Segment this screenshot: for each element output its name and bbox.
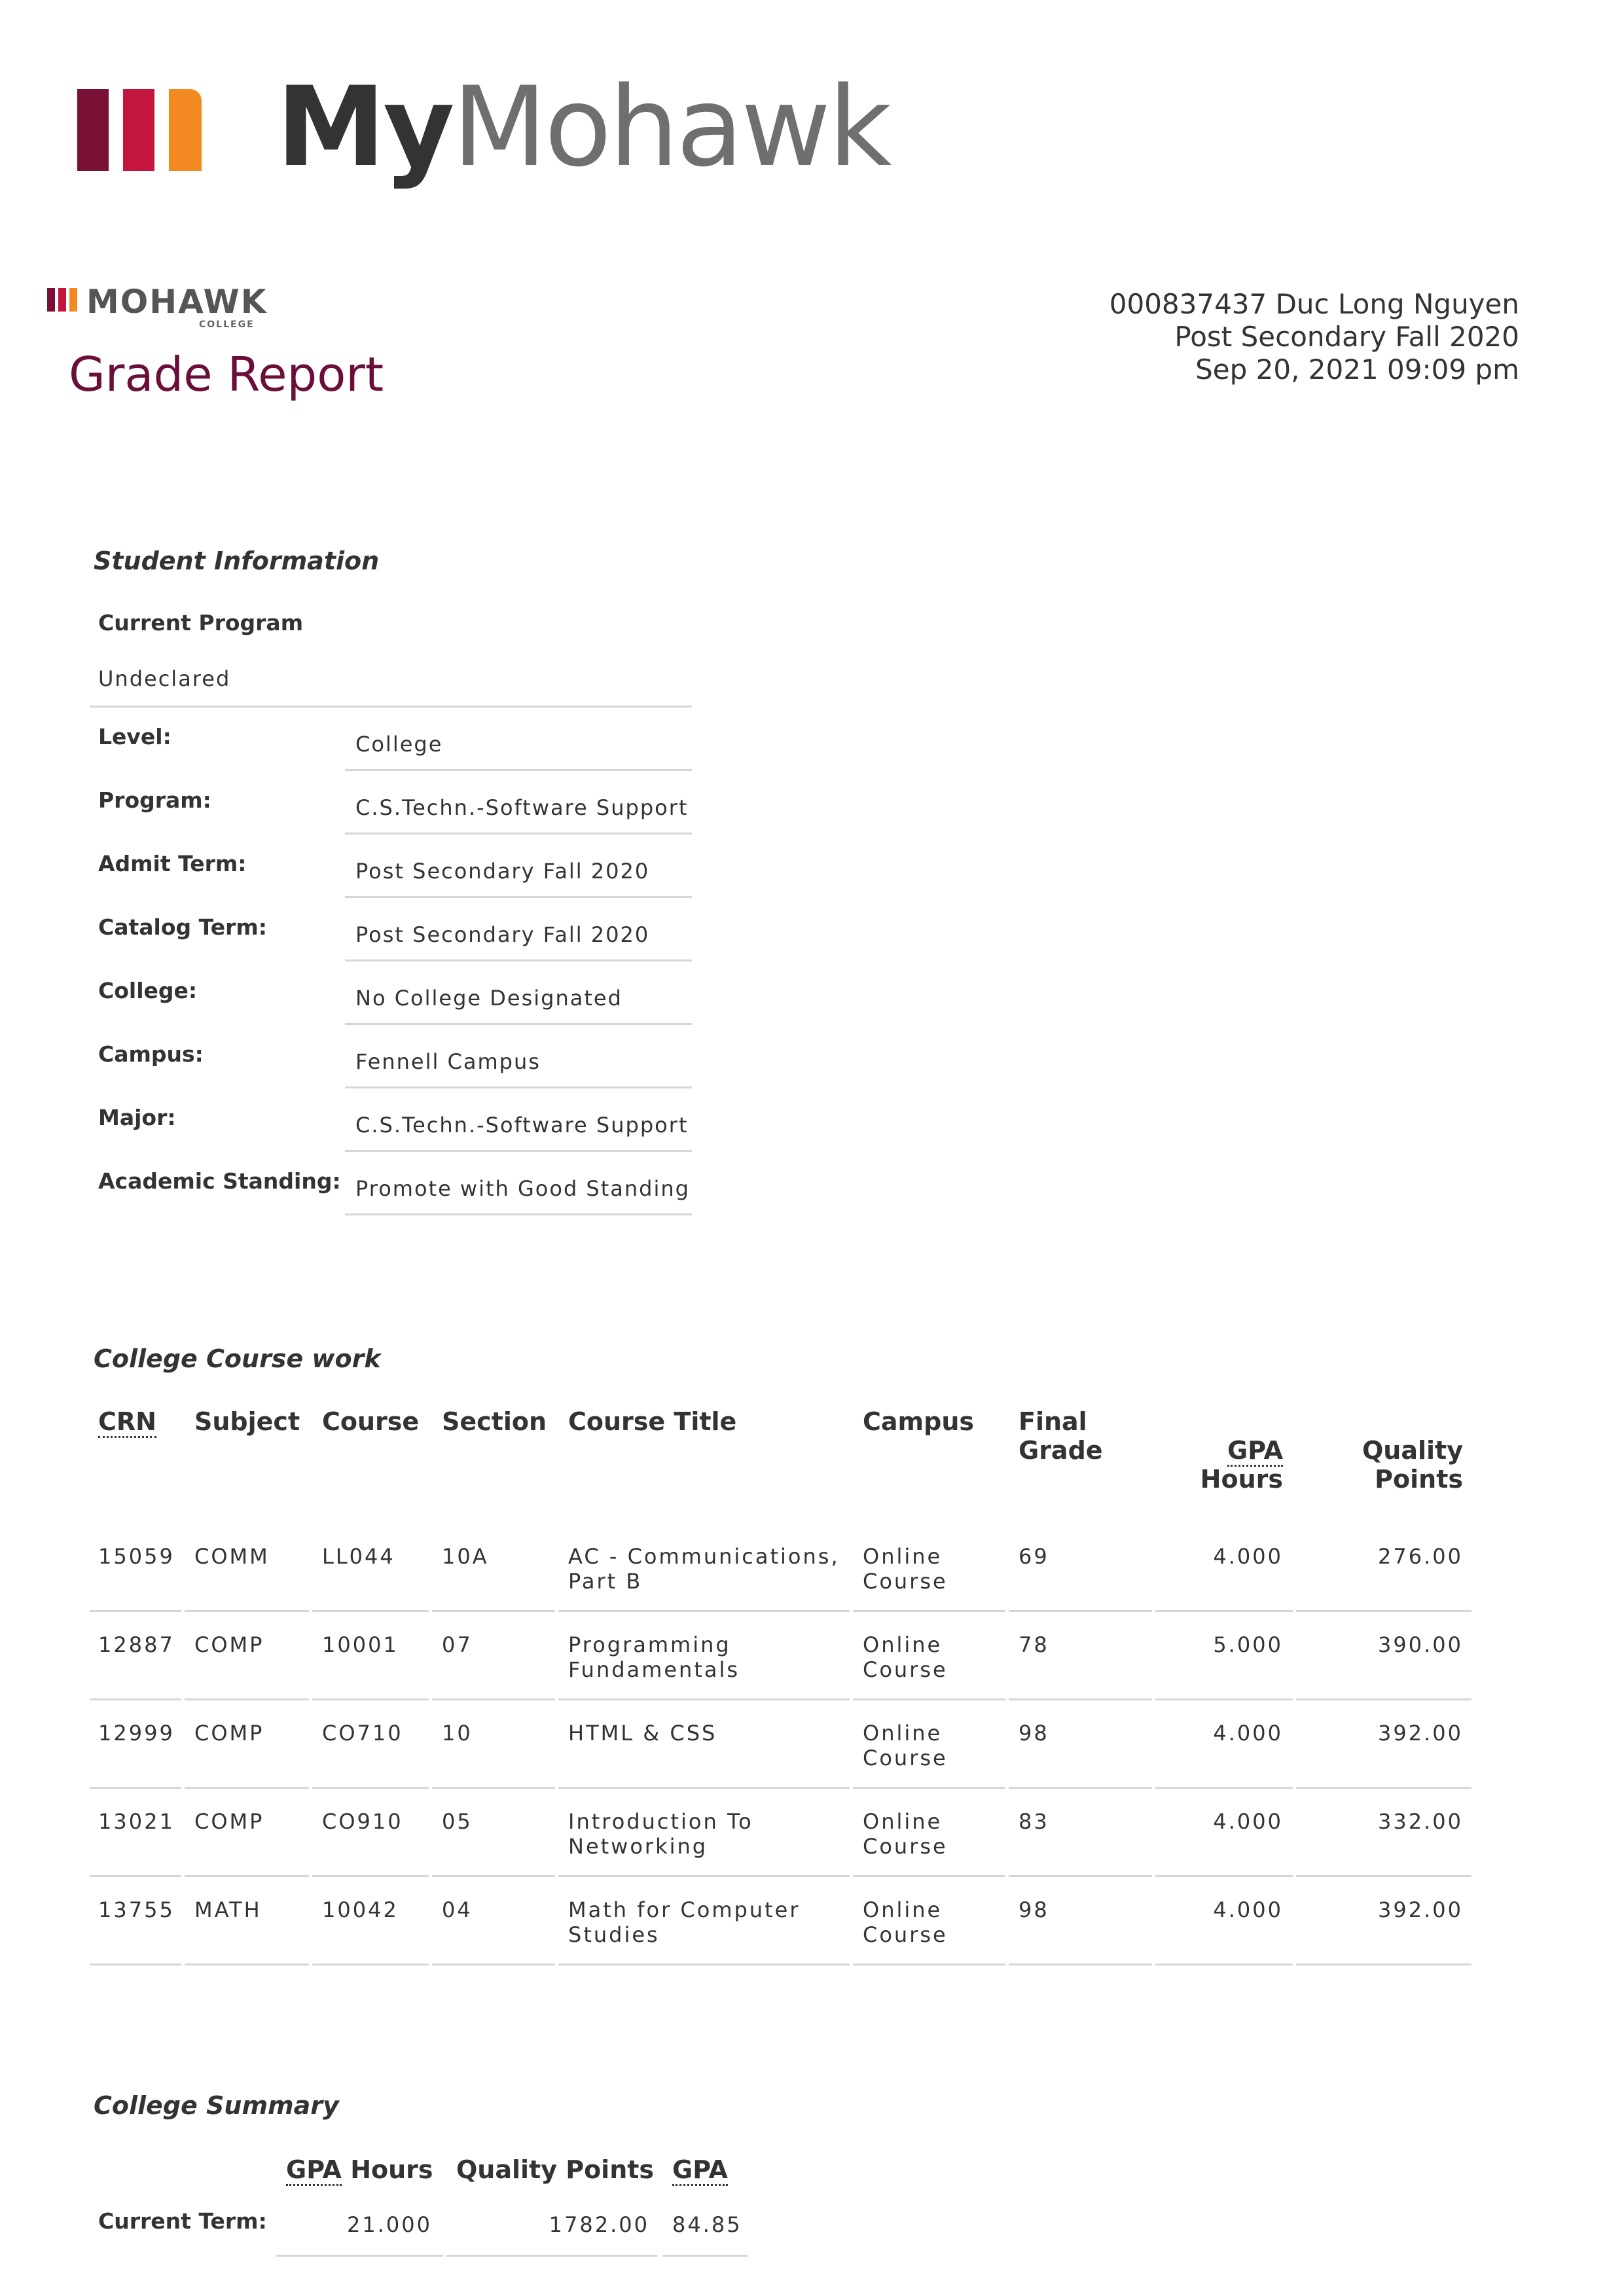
- cell-subject: MATH: [194, 1897, 262, 1922]
- cell-subject: COMM: [194, 1544, 270, 1569]
- final-grade-line1: Final: [1019, 1407, 1087, 1436]
- cell-course: 10042: [322, 1897, 399, 1922]
- cell-campus: Online Course: [863, 1632, 948, 1682]
- info-value-admit-term: Post Secondary Fall 2020: [355, 859, 650, 884]
- college-logo-wordmark: MOHAWK: [86, 283, 268, 321]
- info-label-admit-term: Admit Term:: [98, 851, 247, 876]
- cell-crn: 15059: [98, 1544, 175, 1569]
- cell-crn: 13021: [98, 1809, 175, 1834]
- col-header-quality-points: [1309, 1436, 1463, 1494]
- cell-course-title: Math for Computer Studies: [568, 1897, 801, 1947]
- cell-course: 10001: [322, 1632, 399, 1657]
- divider: [345, 769, 692, 771]
- section-title-coursework: College Course work: [94, 1344, 381, 1373]
- cell-course: CO710: [322, 1721, 403, 1746]
- page-title: Grade Report: [69, 347, 384, 402]
- cell-crn: 12887: [98, 1632, 175, 1657]
- hours-label: Hours: [350, 2155, 433, 2184]
- summary-header-gpa-hours: [286, 2155, 433, 2184]
- student-id-name: 000837437 Duc Long Nguyen: [1109, 288, 1519, 320]
- info-value-program: C.S.Techn.-Software Support: [355, 795, 689, 820]
- cell-final-grade: 83: [1019, 1809, 1049, 1834]
- cell-final-grade: 98: [1019, 1721, 1049, 1746]
- gpa-hours-line2: Hours: [1200, 1465, 1283, 1494]
- gpa-abbr: GPA: [286, 2155, 342, 2186]
- cell-quality-points: 392.00: [1378, 1721, 1463, 1746]
- generated-timestamp: Sep 20, 2021 09:09 pm: [1195, 353, 1519, 386]
- cell-quality-points: 332.00: [1378, 1809, 1463, 1834]
- info-value-campus: Fennell Campus: [355, 1049, 541, 1074]
- cell-campus: Online Course: [863, 1544, 948, 1594]
- info-value-college: No College Designated: [355, 986, 623, 1011]
- cell-course-title: HTML & CSS: [568, 1721, 717, 1746]
- cell-final-grade: 69: [1019, 1544, 1049, 1569]
- divider: [345, 1023, 692, 1025]
- col-header-course-title: Course Title: [568, 1407, 737, 1436]
- cell-campus: Online Course: [863, 1809, 948, 1859]
- logo-mohawk-text: Mohawk: [452, 63, 890, 191]
- cell-subject: COMP: [194, 1632, 264, 1657]
- divider: [345, 1213, 692, 1215]
- divider: [345, 960, 692, 961]
- report-header-info: [1110, 288, 1519, 386]
- mymohawk-logo-mark: [77, 89, 202, 171]
- cell-quality-points: 392.00: [1378, 1897, 1463, 1922]
- summary-header-gpa: [672, 2155, 728, 2184]
- info-label-catalog-term: Catalog Term:: [98, 914, 267, 940]
- info-label-program: Program:: [98, 787, 211, 813]
- section-title-summary: College Summary: [94, 2091, 339, 2120]
- crn-abbr: CRN: [98, 1407, 156, 1438]
- cell-subject: COMP: [194, 1809, 264, 1834]
- summary-row-label: Current Term:: [98, 2208, 267, 2234]
- summary-gpa: 84.85: [672, 2212, 742, 2237]
- cell-gpa-hours: 4.000: [1213, 1721, 1283, 1746]
- cell-quality-points: 390.00: [1378, 1632, 1463, 1657]
- cell-quality-points: 276.00: [1378, 1544, 1463, 1569]
- cell-gpa-hours: 5.000: [1213, 1632, 1283, 1657]
- info-label-college: College:: [98, 978, 198, 1003]
- quality-points-line1: Quality: [1362, 1436, 1463, 1465]
- summary-header-quality-points: Quality Points: [456, 2155, 655, 2184]
- divider: [345, 1150, 692, 1152]
- logo-my-text: My: [276, 63, 452, 191]
- cell-course: LL044: [322, 1544, 395, 1569]
- divider: [345, 1086, 692, 1088]
- quality-points-line2: Points: [1375, 1465, 1463, 1494]
- divider: [345, 833, 692, 834]
- cell-section: 10A: [442, 1544, 489, 1569]
- col-header-campus: Campus: [863, 1407, 974, 1436]
- info-value-major: C.S.Techn.-Software Support: [355, 1113, 689, 1138]
- cell-gpa-hours: 4.000: [1213, 1897, 1283, 1922]
- info-label-level: Level:: [98, 724, 171, 749]
- summary-gpa-hours: 21.000: [347, 2212, 432, 2237]
- cell-section: 04: [442, 1897, 473, 1922]
- cell-final-grade: 98: [1019, 1897, 1049, 1922]
- college-logo-mark: [47, 288, 80, 312]
- cell-course-title: Introduction To Networking: [568, 1809, 753, 1859]
- cell-course-title: Programming Fundamentals: [568, 1632, 740, 1682]
- college-logo-sub: COLLEGE: [199, 319, 255, 330]
- cell-crn: 12999: [98, 1721, 175, 1746]
- section-title-student-info: Student Information: [94, 547, 380, 575]
- term-label: Post Secondary Fall 2020: [1174, 321, 1519, 353]
- current-program-heading: Current Program: [98, 610, 304, 636]
- cell-crn: 13755: [98, 1897, 175, 1922]
- col-header-final-grade: [1019, 1407, 1103, 1465]
- cell-course-title: AC - Communications, Part B: [568, 1544, 840, 1594]
- cell-section: 10: [442, 1721, 473, 1746]
- info-value-catalog-term: Post Secondary Fall 2020: [355, 922, 650, 947]
- cell-subject: COMP: [194, 1721, 264, 1746]
- cell-campus: Online Course: [863, 1721, 948, 1770]
- divider: [90, 706, 692, 708]
- cell-final-grade: 78: [1019, 1632, 1049, 1657]
- summary-quality-points: 1782.00: [549, 2212, 649, 2237]
- gpa-abbr: GPA: [1227, 1436, 1283, 1467]
- cell-section: 07: [442, 1632, 473, 1657]
- cell-gpa-hours: 4.000: [1213, 1544, 1283, 1569]
- info-value-academic-standing: Promote with Good Standing: [355, 1176, 690, 1201]
- info-label-academic-standing: Academic Standing:: [98, 1168, 341, 1194]
- gpa-abbr: GPA: [672, 2155, 728, 2186]
- mymohawk-wordmark: [276, 63, 890, 191]
- cell-course: CO910: [322, 1809, 403, 1834]
- info-value-level: College: [355, 732, 443, 757]
- divider: [345, 896, 692, 898]
- cell-campus: Online Course: [863, 1897, 948, 1947]
- col-header-gpa-hours: [1152, 1436, 1283, 1494]
- info-label-campus: Campus:: [98, 1041, 204, 1067]
- info-label-major: Major:: [98, 1105, 176, 1130]
- col-header-subject: Subject: [194, 1407, 300, 1436]
- cell-section: 05: [442, 1809, 473, 1834]
- col-header-course: Course: [322, 1407, 420, 1436]
- cell-gpa-hours: 4.000: [1213, 1809, 1283, 1834]
- col-header-crn: [98, 1407, 156, 1436]
- current-program-value: Undeclared: [98, 666, 231, 691]
- final-grade-line2: Grade: [1019, 1436, 1103, 1465]
- col-header-section: Section: [442, 1407, 547, 1436]
